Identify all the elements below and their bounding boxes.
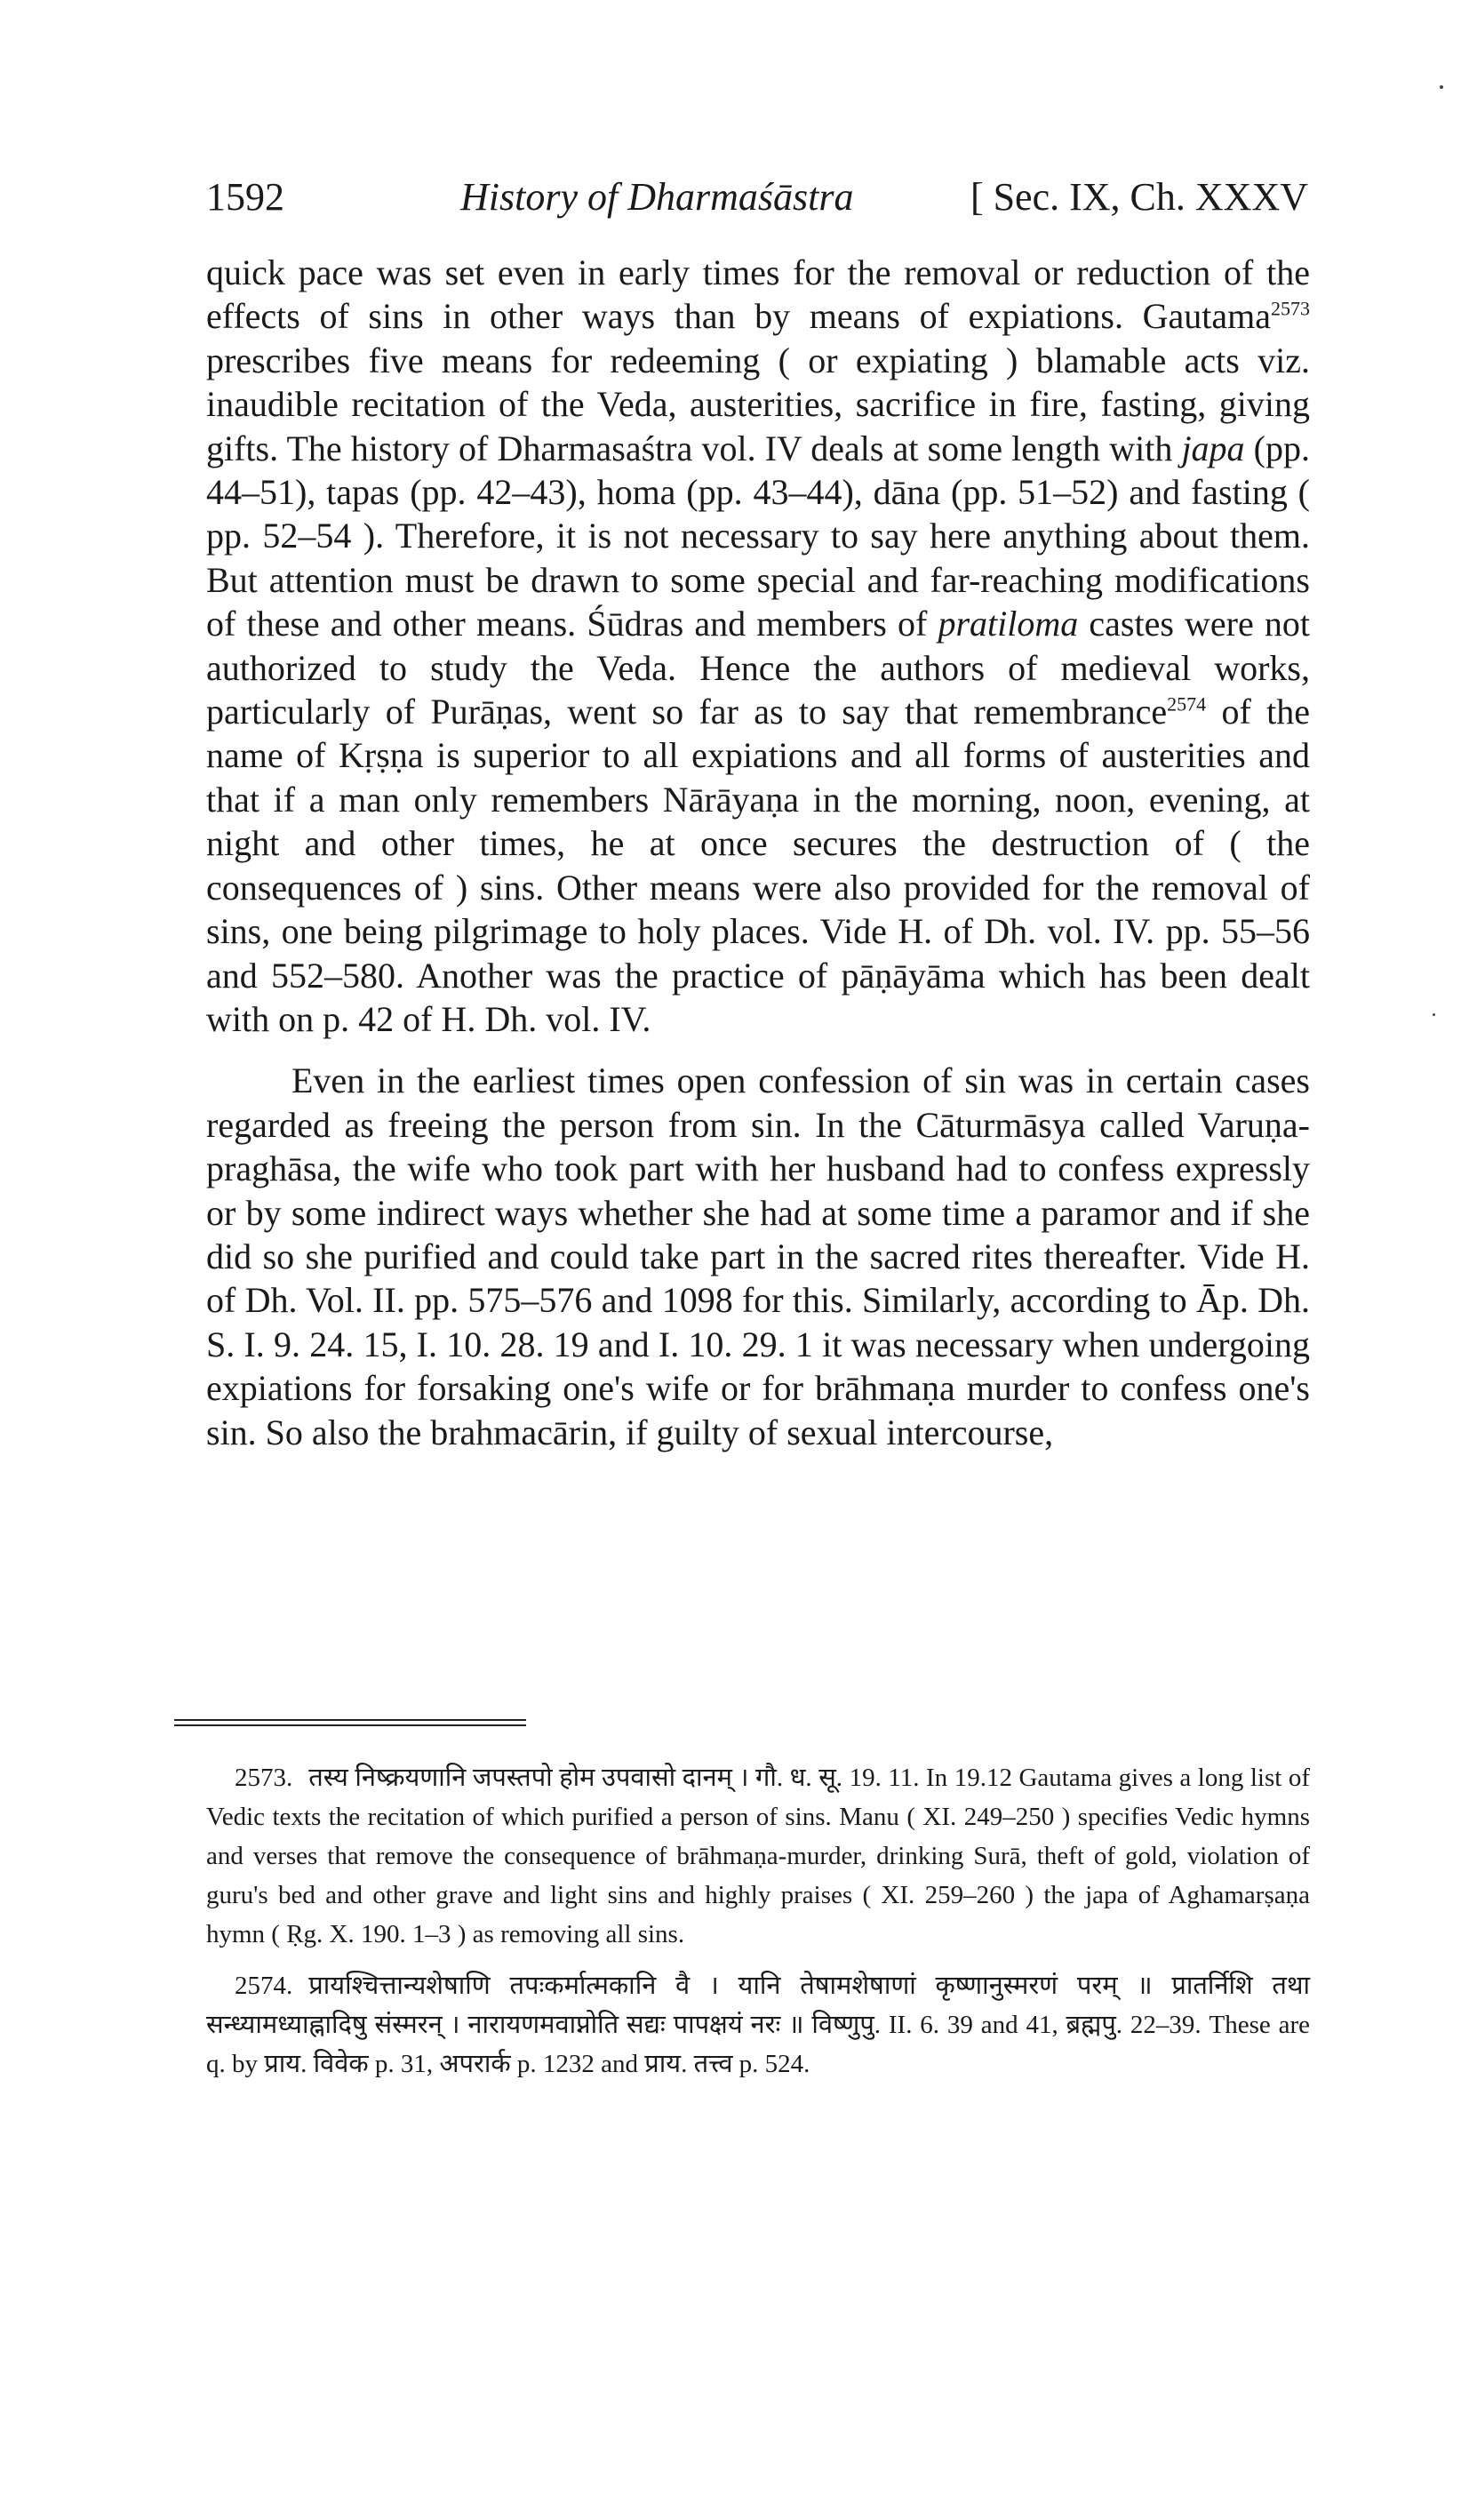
- paragraph-1: [206, 251, 1310, 1041]
- footnote-number: 2573.: [235, 1764, 293, 1792]
- paragraph-2: Even in the earliest times open confession of sin was in certain cases regarded as freeing the person from sin. In the Cāturmāsya called Varuṇa-praghāsa, the wife who took part with her husband had to confess expressly or by some indirect ways whether she had at some time a paramor and if she did so she purified and could take part in the sacred rites thereafter. Vide H. of Dh. Vol. II. pp. 575–576 and 1098 for this. Similarly, according to Āp. Dh. S. I. 9. 24. 15, I. 10. 28. 19 and I. 10. 29. 1 it was necessary when undergoing expiations for forsaking one's wife or for brāhmaṇa murder to confess one's sin. So also the brahmacārin, if guilty of sexual intercourse,: [206, 1060, 1310, 1452]
- text-run: quick pace was set even in early times for the removal or reduction of the effects of sins in other ways than by means of expiations. Gautama: [206, 252, 1310, 337]
- footnote-number: 2574.: [235, 1972, 293, 2000]
- text-run: castes were not authorized to study the Veda. Hence the authors of medieval works, particularly of Purāṇas, went so far as to say that remembrance: [206, 604, 1310, 732]
- footnote-text: तस्य निष्क्रयणानि जपस्तपो होम उपवासो दानम् । गौ. ध. सू. 19. 11. In 19.12 Gautama gives a long list of Vedic texts the recitation of which purified a person of sins. Manu ( XI. 249–250 ) specifies Vedic hymns and verses that remove the consequence of brāhmaṇa-murder, drinking Surā, theft of gold, violation of guru's bed and other grave and light sins and highly praises ( XI. 259–260 ) the japa of Aghamarṣaṇa hymn ( Ṛg. X. 190. 1–3 ) as removing all sins.: [206, 1764, 1310, 1948]
- scan-speck: [1440, 85, 1443, 89]
- italic-term: pratiloma: [938, 604, 1079, 644]
- footnote-text: प्रायश्चित्तान्यशेषाणि तपःकर्मात्मकानि वै । यानि तेषामशेषाणां कृष्णानुस्मरणं परम् ॥ प्रातर्निशि तथा सन्ध्यामध्याह्नादिषु संस्मरन् । नारायणमवाप्नोति सद्यः पापक्षयं नरः ॥ विष्णुपु. II. 6. 39 and 41, ब्रह्मपु. 22–39. These are q. by प्राय. विवेक p. 31, अपरार्क p. 1232 and प्राय. तत्त्व p. 524.: [206, 1972, 1310, 2078]
- footnote-ref-2573: 2573: [1271, 298, 1310, 321]
- section-label: [ Sec. IX, Ch. XXXV: [970, 175, 1308, 219]
- footnote-2573: [206, 1758, 1310, 1954]
- footnotes: [206, 1758, 1310, 2096]
- text-run: of the name of Kṛṣṇa is superior to all expiations and all forms of austerities and that if a man only remembers Nārāyaṇa in the morning, noon, evening, at night and other times, he at once secures the destruction of ( the consequences of ) sins. Other means were also provided for the removal of sins, one being pilgrimage to holy places. Vide H. of Dh. vol. IV. pp. 55–56 and 552–580. Another was the practice of pāṇāyāma which has been dealt with on p. 42 of H. Dh. vol. IV.: [206, 692, 1310, 1039]
- scan-speck: [1433, 1013, 1435, 1016]
- italic-term: japa: [1181, 428, 1245, 468]
- running-header: [206, 174, 1308, 228]
- running-title: History of Dharmaśāstra: [460, 175, 854, 219]
- text-run: prescribes five means for redeeming ( or expiating ) blamable acts viz. inaudible recitation of the Veda, austerities, sacrifice in fire, fasting, giving gifts. The history of Dharmasaśtra vol. IV deals at some length with: [206, 340, 1310, 468]
- footnote-ref-2574: 2574: [1167, 692, 1207, 716]
- text-run: (pp. 44–51), tapas (pp. 42–43), homa (pp. 43–44), dāna (pp. 51–52) and fasting ( pp. 52–54 ). Therefore, it is not necessary to say here anything about them. But attention must be drawn to some special and far-reaching modifications of these and other means. Śūdras and members of: [206, 428, 1310, 644]
- footnote-2574: [206, 1966, 1310, 2084]
- footnote-separator: [174, 1719, 526, 1726]
- page-number: 1592: [206, 175, 284, 219]
- main-text: [206, 251, 1310, 1454]
